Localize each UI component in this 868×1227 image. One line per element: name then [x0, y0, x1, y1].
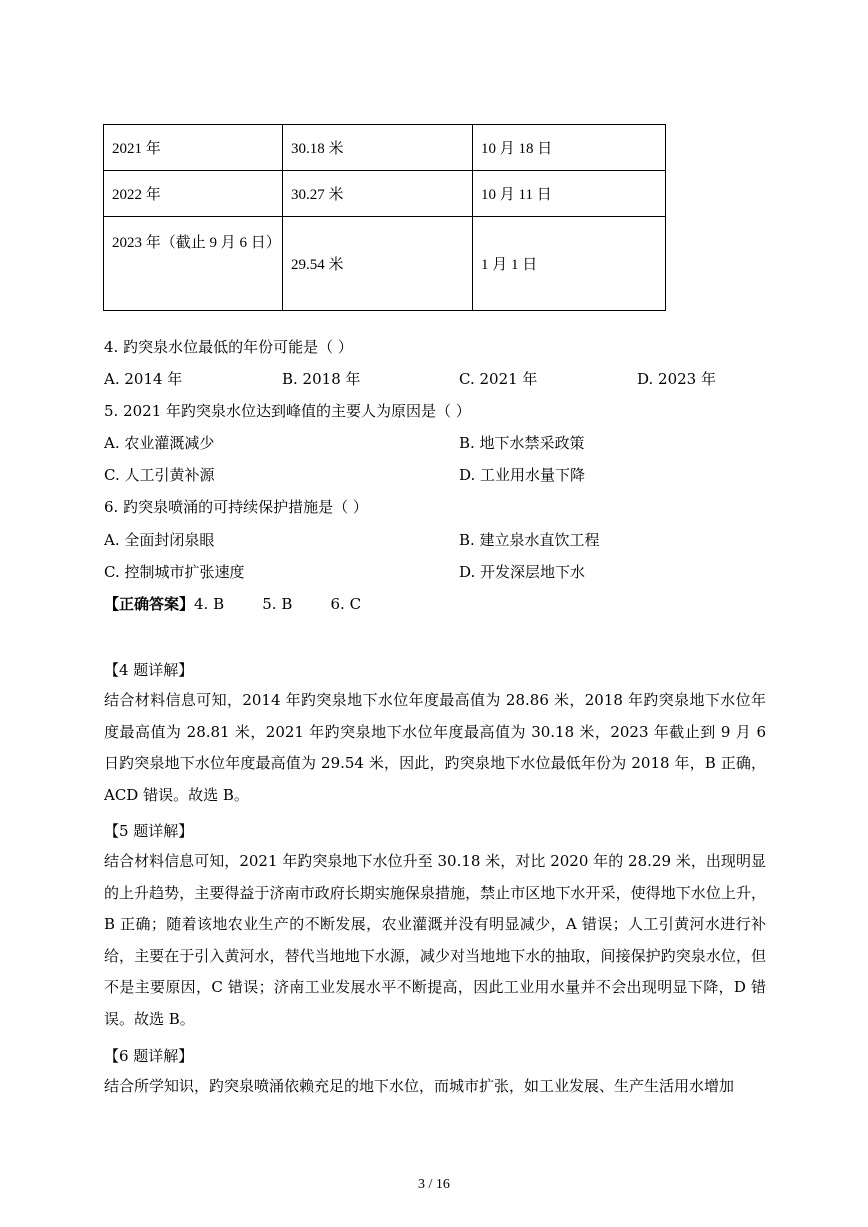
table-cell-date: 10 月 18 日	[473, 125, 666, 171]
answer-text: 4. B 5. B 6. C	[194, 595, 362, 613]
answer-line	[104, 594, 361, 614]
explanation-5-body: 结合材料信息可知，2021 年趵突泉地下水位升至 30.18 米，对比 2020 年的 28.29 米，出现明显的上升趋势，主要得益于济南市政府长期实施保泉措施，禁止市区地下水开采，使得地下水位上升，B 正确；随着该地农业生产的不断发展，农业灌溉并没有明显减少，A 错误；人工引黄河水进行补给，主要在于引入黄河水，替代当地地下水源，减少对当地地下水的抽取，间接保护趵突泉水位，但不是主要原因，C 错误；济南工业发展水平不断提高，因此工业用水量并不会出现明显下降，D 错误。故选 B。	[104, 852, 766, 1028]
table-cell-level: 30.27 米	[283, 171, 473, 217]
question-5-option-c: C. 人工引黄补源	[104, 466, 215, 484]
table-row	[104, 217, 666, 311]
table-row	[104, 171, 666, 217]
explanation-4-body: 结合材料信息可知，2014 年趵突泉地下水位年度最高值为 28.86 米，2018 年趵突泉地下水位年度最高值为 28.81 米，2021 年趵突泉地下水位年度最高值为 30.18 米，2023 年截止到 9 月 6 日趵突泉地下水位年度最高值为 29.54 米，因此，趵突泉地下水位最低年份为 2018 年，B 正确，ACD 错误。故选 B。	[104, 691, 766, 804]
water-level-table	[103, 124, 666, 311]
answer-label: 【正确答案】	[104, 595, 195, 613]
explanation-5-heading: 【5 题详解】	[104, 822, 194, 840]
table-cell-date: 10 月 11 日	[473, 171, 666, 217]
explanation-4-heading: 【4 题详解】	[104, 661, 194, 679]
question-4-option-b: B. 2018 年	[282, 370, 361, 388]
question-6-stem: 6. 趵突泉喷涌的可持续保护措施是（ ）	[104, 498, 368, 516]
question-6-option-c: C. 控制城市扩张速度	[104, 563, 245, 581]
table-cell-year: 2022 年	[104, 171, 283, 217]
question-4-option-d: D. 2023 年	[637, 370, 716, 388]
page-number: 3 / 16	[418, 1177, 450, 1192]
question-4-option-a: A. 2014 年	[104, 370, 183, 388]
question-4-stem: 4. 趵突泉水位最低的年份可能是（ ）	[104, 338, 353, 356]
question-6-option-a: A. 全面封闭泉眼	[104, 531, 215, 549]
question-6-option-d: D. 开发深层地下水	[459, 563, 586, 581]
question-5-option-b: B. 地下水禁采政策	[459, 434, 585, 452]
question-6-option-b: B. 建立泉水直饮工程	[459, 531, 600, 549]
table-cell-date: 1 月 1 日	[473, 217, 666, 311]
explanation-6-heading: 【6 题详解】	[104, 1047, 194, 1065]
explanation-6-body: 结合所学知识，趵突泉喷涌依赖充足的地下水位，而城市扩张，如工业发展、生产生活用水增加	[104, 1077, 735, 1095]
question-5-stem: 5. 2021 年趵突泉水位达到峰值的主要人为原因是（ ）	[104, 402, 471, 420]
table-cell-level: 29.54 米	[283, 217, 473, 311]
table-cell-year: 2021 年	[104, 125, 283, 171]
question-5-option-d: D. 工业用水量下降	[459, 466, 586, 484]
table-row	[104, 125, 666, 171]
table-cell-level: 30.18 米	[283, 125, 473, 171]
question-4-option-c: C. 2021 年	[459, 370, 538, 388]
question-5-option-a: A. 农业灌溉减少	[104, 434, 215, 452]
table-cell-year: 2023 年（截止 9 月 6 日）	[104, 217, 283, 311]
